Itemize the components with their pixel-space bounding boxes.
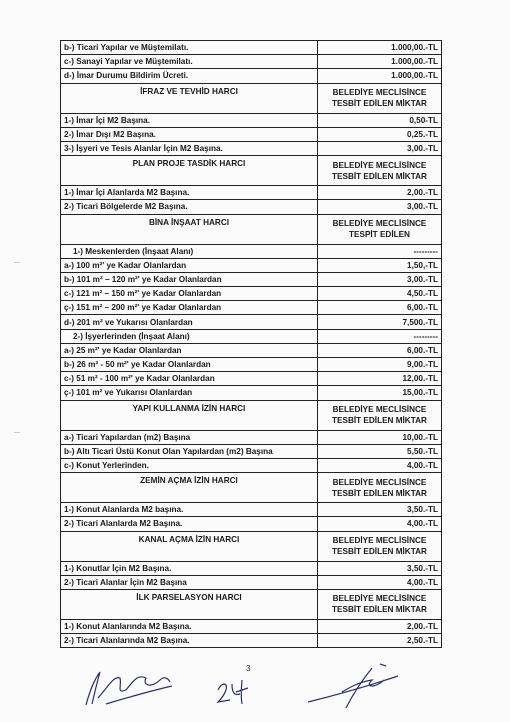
fee-row: [61, 619, 442, 633]
fee-row: [61, 258, 442, 272]
section-header-row: [61, 473, 442, 503]
fee-amount: 4,50.-TL: [318, 287, 442, 301]
fee-label: a-) Ticari Yapılardan (m2) Başına: [61, 430, 318, 444]
section-title: İLK PARSELASYON HARCI: [61, 589, 318, 619]
fee-label: ç-) 101 m² ve Yukarısı Olanlardan: [61, 386, 318, 400]
fee-amount: 2,00.-TL: [318, 619, 442, 633]
scan-margin-mark: [14, 432, 20, 433]
fee-label: c-) Sanayi Yapılar ve Müştemilatı.: [61, 55, 318, 69]
fee-label: b-) Altı Ticari Üstü Konut Olan Yapılardan (m2) Başına: [61, 444, 318, 458]
section-header-row: [61, 400, 442, 430]
fee-amount: 3,00.-TL: [318, 141, 442, 155]
section-title: YAPI KULLANMA İZİN HARCI: [61, 400, 318, 430]
fee-label: d-) 201 m² ve Yukarısı Olanlardan: [61, 315, 318, 329]
signature-left: [76, 660, 186, 710]
fee-label: 3-) İşyeri ve Tesis Alanlar İçin M2 Başına.: [61, 141, 318, 155]
fee-label: 2-) İmar Dışı M2 Başına.: [61, 127, 318, 141]
fee-row: [61, 41, 442, 55]
fee-row: [61, 315, 442, 329]
section-header-row: [61, 214, 442, 244]
section-header-row: [61, 531, 442, 561]
fee-row: [61, 386, 442, 400]
fee-row: [61, 301, 442, 315]
fee-label: 1-) Konut Alanlarda M2 başına.: [61, 503, 318, 517]
fee-table: [60, 40, 442, 648]
fee-label: d-) İmar Durumu Bildirim Ücreti.: [61, 69, 318, 83]
fee-amount: 4,00.-TL: [318, 517, 442, 531]
amount-header: BELEDİYE MECLİSİNCE TESBİT EDİLEN MİKTAR: [318, 156, 442, 186]
fee-amount: ---------: [318, 329, 442, 343]
fee-row: [61, 200, 442, 214]
section-header-row: [61, 83, 442, 113]
fee-label: b-) 101 m² – 120 m²' ye Kadar Olanlardan: [61, 272, 318, 286]
fee-amount: 2,00.-TL: [318, 186, 442, 200]
fee-row: [61, 287, 442, 301]
fee-row: [61, 55, 442, 69]
initials-middle: [214, 676, 254, 706]
section-title: ZEMİN AÇMA İZİN HARCI: [61, 473, 318, 503]
fee-amount: 3,50.-TL: [318, 561, 442, 575]
fee-row: [61, 430, 442, 444]
fee-row: [61, 458, 442, 472]
fee-amount: 4,00.-TL: [318, 458, 442, 472]
fee-amount: 10,00.-TL: [318, 430, 442, 444]
fee-row: [61, 343, 442, 357]
fee-label: 2-) Ticari Alanlarında M2 Başına.: [61, 634, 318, 648]
fee-label: 1-) Konutlar İçin M2 Başına.: [61, 561, 318, 575]
fee-amount: 6,00.-TL: [318, 301, 442, 315]
fee-amount: ---------: [318, 244, 442, 258]
section-title: BİNA İNŞAAT HARCI: [61, 214, 318, 244]
fee-label: ç-) 151 m² – 200 m²' ye Kadar Olanlardan: [61, 301, 318, 315]
fee-amount: 0,25.-TL: [318, 127, 442, 141]
fee-label: 2-) İşyerlerinden (İnşaat Alanı): [61, 329, 318, 343]
fee-row: [61, 244, 442, 258]
section-header-row: [61, 589, 442, 619]
fee-label: 2-) Ticari Alanlarda M2 Başına.: [61, 517, 318, 531]
fee-row: [61, 272, 442, 286]
fee-label: 2-) Ticari Bölgelerde M2 Başına.: [61, 200, 318, 214]
fee-amount: 3,00.-TL: [318, 272, 442, 286]
fee-label: 2-) Ticari Alanlar İçin M2 Başına: [61, 575, 318, 589]
fee-label: a-) 100 m²' ye Kadar Olanlardan: [61, 258, 318, 272]
fee-label: c-) 51 m² - 100 m²' ye Kadar Olanlardan: [61, 372, 318, 386]
fee-row: [61, 575, 442, 589]
fee-amount: 4,00.-TL: [318, 575, 442, 589]
fee-amount: 6,00.-TL: [318, 343, 442, 357]
fee-row: [61, 113, 442, 127]
fee-amount: 1.000,00.-TL: [318, 55, 442, 69]
signature-right: [302, 662, 402, 712]
fee-amount: 12,00.-TL: [318, 372, 442, 386]
fee-amount: 3,50.-TL: [318, 503, 442, 517]
scan-margin-mark: [14, 262, 20, 263]
fee-amount: 2,50.-TL: [318, 634, 442, 648]
section-title: KANAL AÇMA İZİN HARCI: [61, 531, 318, 561]
fee-amount: 5,50.-TL: [318, 444, 442, 458]
section-title: PLAN PROJE TASDİK HARCI: [61, 156, 318, 186]
amount-header: BELEDİYE MECLİSİNCE TESBİT EDİLEN MİKTAR: [318, 473, 442, 503]
page-number: 3: [246, 664, 251, 673]
fee-row: [61, 372, 442, 386]
fee-amount: 15,00.-TL: [318, 386, 442, 400]
fee-row: [61, 329, 442, 343]
fee-row: [61, 69, 442, 83]
fee-amount: 3,00.-TL: [318, 200, 442, 214]
fee-amount: 1.000,00.-TL: [318, 69, 442, 83]
fee-amount: 1,50,-TL: [318, 258, 442, 272]
amount-header: BELEDİYE MECLİSİNCE TESBİT EDİLEN MİKTAR: [318, 531, 442, 561]
fee-label: a-) 25 m²' ye Kadar Olanlardan: [61, 343, 318, 357]
fee-label: b-) Ticari Yapılar ve Müştemilatı.: [61, 41, 318, 55]
fee-label: 1-) İmar İçi Alanlarda M2 Başına.: [61, 186, 318, 200]
fee-row: [61, 186, 442, 200]
section-header-row: [61, 156, 442, 186]
fee-row: [61, 127, 442, 141]
fee-row: [61, 444, 442, 458]
fee-row: [61, 517, 442, 531]
amount-header: BELEDİYE MECLİSİNCE TESPİT EDİLEN: [318, 214, 442, 244]
fee-amount: 7,500.-TL: [318, 315, 442, 329]
amount-header: BELEDİYE MECLİSİNCE TESBİT EDİLEN MİKTAR: [318, 400, 442, 430]
fee-row: [61, 358, 442, 372]
fee-label: 1-) İmar İçi M2 Başına.: [61, 113, 318, 127]
fee-label: b-) 26 m² - 50 m²' ye Kadar Olanlardan: [61, 358, 318, 372]
fee-amount: 1.000,00.-TL: [318, 41, 442, 55]
fee-row: [61, 634, 442, 648]
fee-row: [61, 141, 442, 155]
fee-row: [61, 561, 442, 575]
fee-label: c-) Konut Yerlerinden.: [61, 458, 318, 472]
fee-label: 1-) Konut Alanlarında M2 Başına.: [61, 619, 318, 633]
amount-header: BELEDİYE MECLİSİNCE TESBİT EDİLEN MİKTAR: [318, 589, 442, 619]
amount-header: BELEDİYE MECLİSİNCE TESBİT EDİLEN MİKTAR: [318, 83, 442, 113]
fee-amount: 9,00.-TL: [318, 358, 442, 372]
fee-amount: 0,50-TL: [318, 113, 442, 127]
fee-label: c-) 121 m² – 150 m²' ye Kadar Olanlardan: [61, 287, 318, 301]
fee-table-body: [61, 41, 442, 648]
section-title: İFRAZ VE TEVHİD HARCI: [61, 83, 318, 113]
fee-label: 1-) Meskenlerden (İnşaat Alanı): [61, 244, 318, 258]
fee-row: [61, 503, 442, 517]
